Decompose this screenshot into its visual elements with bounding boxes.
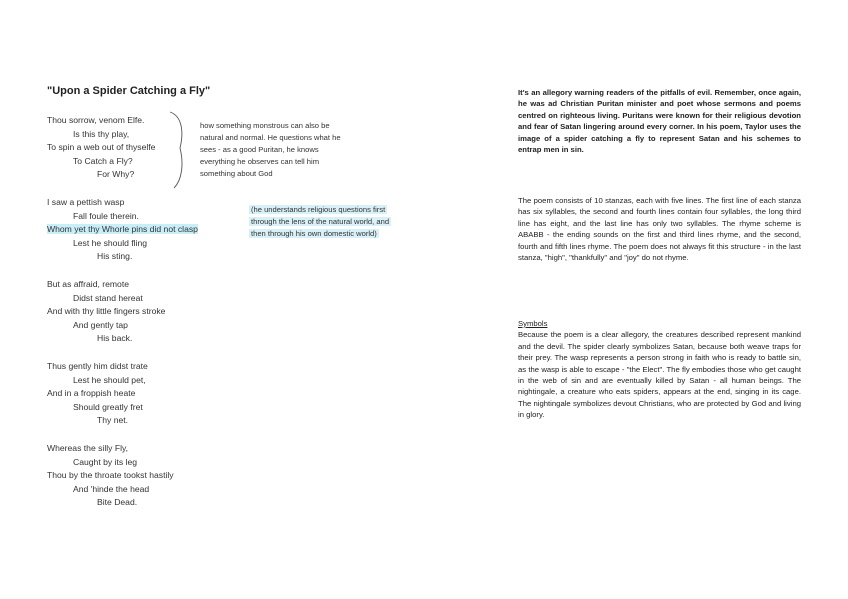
poem-line: And 'hinde the head	[73, 483, 150, 494]
annotation-line: through the lens of the natural world, and	[251, 217, 390, 226]
poem-line: Whereas the silly Fly,	[47, 443, 129, 453]
annotation-line: how something monstrous can also be	[200, 121, 330, 130]
stanza-2	[47, 196, 198, 264]
poem-line: For Why?	[97, 169, 135, 179]
stanza-4	[47, 360, 148, 428]
poem-line: And gently tap	[73, 319, 128, 330]
poem-line: Thy net.	[97, 415, 129, 425]
poem-line: Caught by its leg	[73, 456, 138, 467]
poem-line: And with thy little fingers stroke	[47, 306, 166, 316]
intro-text: It's an allegory warning readers of the pitfalls of evil. Remember, once again, he was ad Christian Puritan minister and poet whose sermons and poems centred on righteous living. Puritans were known for their religious devotion and fear of Satan lingering around every corner. In his poem, Taylor uses	[518, 88, 801, 132]
annotation-note	[200, 120, 341, 180]
symbols-section	[518, 318, 801, 421]
poem-line: Thus gently him didst trate	[47, 361, 148, 371]
poem-line: I saw a pettish wasp	[47, 197, 125, 207]
poem-line: Should greatly fret	[73, 401, 143, 412]
poem-line: Bite Dead.	[97, 497, 138, 507]
annotation-line: something about God	[200, 169, 273, 178]
annotation-line: everything he observes can tell him	[200, 157, 320, 166]
poem-line: But as affraid, remote	[47, 279, 130, 289]
poem-line: Thou by the throate tookst hastily	[47, 470, 174, 480]
poem-line: Thou sorrow, venom Elfe.	[47, 115, 145, 125]
poem-line: Lest he should pet,	[73, 374, 146, 385]
highlighted-line: Whom yet thy Whorle pins did not clasp	[47, 224, 198, 234]
bracket-icon	[168, 110, 190, 190]
intro-emphasis: the image of a spider catching a fly to represent Satan and his schemes to entrap men in sin.	[518, 122, 801, 155]
poem-line: And in a froppish heate	[47, 388, 136, 398]
poem-line: To spin a web out of thyselfe	[47, 142, 156, 152]
poem-line: His sting.	[97, 251, 133, 261]
poem-line: To Catch a Fly?	[73, 155, 133, 166]
annotation-line: (he understands religious questions first	[251, 205, 386, 214]
annotation-highlight	[249, 204, 391, 240]
symbols-paragraph: Because the poem is a clear allegory, the creatures described represent mankind and the devil. The spider clearly symbolizes Satan, because both weave traps for their prey. The wasp represents a person strong in faith who is ready to battle sin, as the wasp is able to escape - "the Elect". The fly embodies those who get caught in the web of sin and are eventually killed by Satan - all human beings. The nightingale, a creature who eats spiders, appears at the end, singing in its cage. The nightingale symbolizes devout Christians, who are protected by God and living in glory.	[518, 330, 801, 420]
annotation-line: natural and normal. He questions what he	[200, 133, 341, 142]
intro-paragraph	[518, 87, 801, 155]
symbols-heading: Symbols	[518, 319, 548, 328]
stanza-3	[47, 278, 165, 346]
structure-paragraph: The poem consists of 10 stanzas, each with five lines. The first line of each stanza has six syllables, the second and fourth lines contain four syllables, the long third line has eight, and the last line has only two syllables. The rhyme scheme is ABABB - the ending sounds on the first and third lines rhyme, and the second, fourth and fifth lines rhyme. The poem does not always fit this structure - in the last stanza, "high", "thankfully" and "joy" do not rhyme.	[518, 196, 801, 263]
stanza-5	[47, 442, 174, 510]
poem-line: Is this thy play,	[73, 128, 130, 139]
stanza-1	[47, 114, 155, 182]
annotation-line: sees - as a good Puritan, he knows	[200, 145, 319, 154]
poem-line: Didst stand hereat	[73, 292, 143, 303]
annotation-line: then through his own domestic world)	[251, 229, 377, 238]
poem-line	[47, 223, 198, 237]
poem-title: "Upon a Spider Catching a Fly"	[47, 85, 211, 97]
poem-line: His back.	[97, 333, 133, 343]
poem-line: Fall foule therein.	[73, 210, 139, 221]
poem-line: Lest he should fling	[73, 237, 148, 248]
